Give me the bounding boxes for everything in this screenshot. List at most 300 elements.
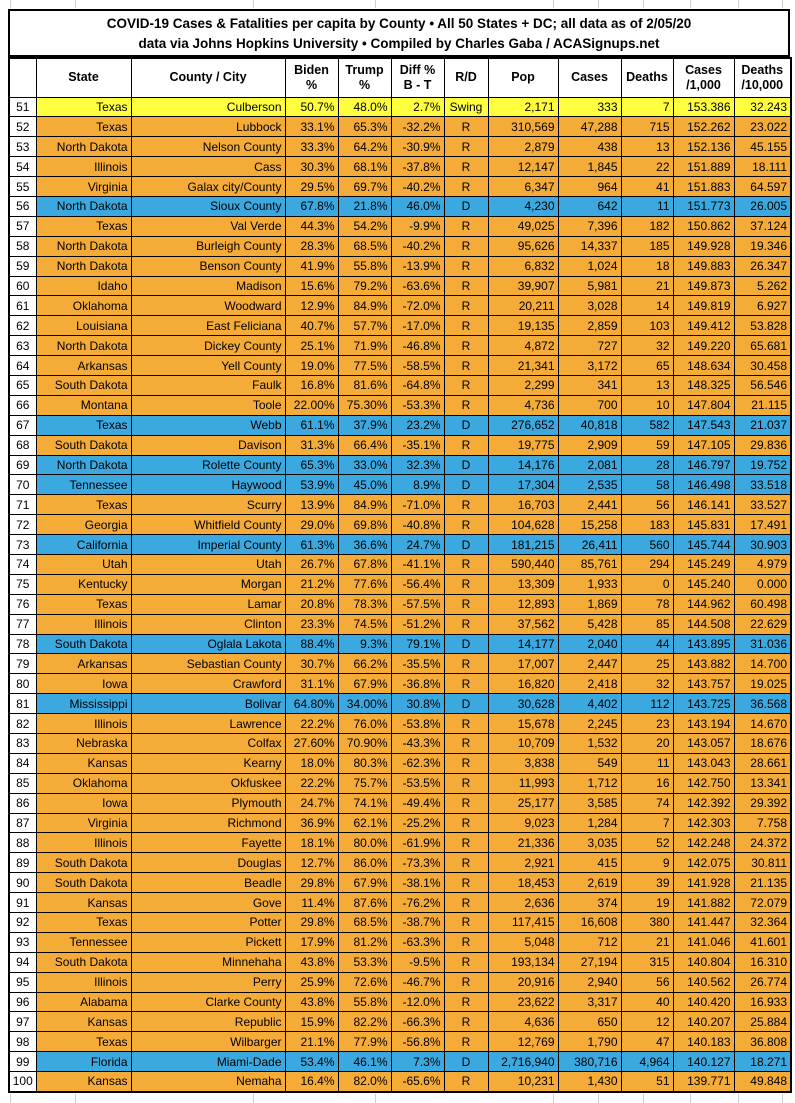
cell-pop[interactable]: 193,134 <box>488 952 558 972</box>
cell-deaths[interactable]: 11 <box>621 753 673 773</box>
cell-deaths_per_10000[interactable]: 18.271 <box>734 1052 791 1072</box>
cell-pop[interactable]: 2,299 <box>488 375 558 395</box>
cell-county[interactable]: Miami-Dade <box>131 1052 285 1072</box>
cell-diff[interactable]: -25.2% <box>391 813 444 833</box>
cell-deaths_per_10000[interactable]: 7.758 <box>734 813 791 833</box>
cell-num[interactable]: 53 <box>9 137 36 157</box>
cell-deaths[interactable]: 21 <box>621 932 673 952</box>
cell-num[interactable]: 64 <box>9 356 36 376</box>
cell-trump[interactable]: 77.6% <box>338 574 391 594</box>
cell-trump[interactable]: 48.0% <box>338 97 391 117</box>
cell-cases[interactable]: 2,040 <box>558 634 621 654</box>
cell-num[interactable]: 55 <box>9 177 36 197</box>
cell-rd[interactable]: R <box>444 137 488 157</box>
cell-diff[interactable]: -72.0% <box>391 296 444 316</box>
cell-pop[interactable]: 181,215 <box>488 535 558 555</box>
cell-cases[interactable]: 1,532 <box>558 734 621 754</box>
cell-deaths_per_10000[interactable]: 5.262 <box>734 276 791 296</box>
cell-county[interactable]: Toole <box>131 395 285 415</box>
cell-rd[interactable]: R <box>444 893 488 913</box>
cell-trump[interactable]: 72.6% <box>338 972 391 992</box>
cell-trump[interactable]: 37.9% <box>338 415 391 435</box>
cell-cases[interactable]: 2,081 <box>558 455 621 475</box>
cell-cases_per_1000[interactable]: 140.127 <box>673 1052 734 1072</box>
cell-trump[interactable]: 74.5% <box>338 614 391 634</box>
cell-deaths[interactable]: 11 <box>621 196 673 216</box>
cell-biden[interactable]: 43.8% <box>285 992 338 1012</box>
cell-diff[interactable]: -57.5% <box>391 594 444 614</box>
cell-trump[interactable]: 55.8% <box>338 256 391 276</box>
cell-state[interactable]: Alabama <box>36 992 131 1012</box>
cell-deaths[interactable]: 13 <box>621 137 673 157</box>
cell-diff[interactable]: -56.8% <box>391 1032 444 1052</box>
cell-cases_per_1000[interactable]: 141.928 <box>673 873 734 893</box>
cell-state[interactable]: Virginia <box>36 177 131 197</box>
cell-num[interactable]: 65 <box>9 375 36 395</box>
cell-state[interactable]: Iowa <box>36 793 131 813</box>
cell-deaths[interactable]: 715 <box>621 117 673 137</box>
cell-cases_per_1000[interactable]: 151.773 <box>673 196 734 216</box>
cell-pop[interactable]: 21,341 <box>488 356 558 376</box>
cell-pop[interactable]: 12,893 <box>488 594 558 614</box>
cell-cases[interactable]: 47,288 <box>558 117 621 137</box>
cell-deaths[interactable]: 25 <box>621 654 673 674</box>
cell-diff[interactable]: -62.3% <box>391 753 444 773</box>
cell-cases_per_1000[interactable]: 149.883 <box>673 256 734 276</box>
cell-cases[interactable]: 2,535 <box>558 475 621 495</box>
cell-rd[interactable]: R <box>444 1012 488 1032</box>
cell-rd[interactable]: D <box>444 196 488 216</box>
cell-county[interactable]: Gove <box>131 893 285 913</box>
cell-pop[interactable]: 49,025 <box>488 216 558 236</box>
cell-cases[interactable]: 712 <box>558 932 621 952</box>
cell-deaths_per_10000[interactable]: 6.927 <box>734 296 791 316</box>
cell-state[interactable]: Mississippi <box>36 694 131 714</box>
cell-state[interactable]: California <box>36 535 131 555</box>
cell-county[interactable]: Benson County <box>131 256 285 276</box>
cell-rd[interactable]: R <box>444 833 488 853</box>
cell-cases_per_1000[interactable]: 145.744 <box>673 535 734 555</box>
cell-deaths_per_10000[interactable]: 28.661 <box>734 753 791 773</box>
cell-cases[interactable]: 3,028 <box>558 296 621 316</box>
cell-diff[interactable]: -46.7% <box>391 972 444 992</box>
cell-pop[interactable]: 25,177 <box>488 793 558 813</box>
cell-county[interactable]: Davison <box>131 435 285 455</box>
cell-deaths[interactable]: 12 <box>621 1012 673 1032</box>
cell-rd[interactable]: R <box>444 554 488 574</box>
cell-cases_per_1000[interactable]: 143.882 <box>673 654 734 674</box>
cell-county[interactable]: Webb <box>131 415 285 435</box>
cell-cases[interactable]: 5,428 <box>558 614 621 634</box>
cell-num[interactable]: 73 <box>9 535 36 555</box>
cell-pop[interactable]: 276,652 <box>488 415 558 435</box>
cell-trump[interactable]: 64.2% <box>338 137 391 157</box>
cell-num[interactable]: 75 <box>9 574 36 594</box>
cell-num[interactable]: 79 <box>9 654 36 674</box>
cell-deaths_per_10000[interactable]: 13.341 <box>734 773 791 793</box>
cell-trump[interactable]: 21.8% <box>338 196 391 216</box>
cell-rd[interactable]: R <box>444 177 488 197</box>
cell-diff[interactable]: -40.8% <box>391 515 444 535</box>
cell-deaths[interactable]: 65 <box>621 356 673 376</box>
cell-biden[interactable]: 21.1% <box>285 1032 338 1052</box>
cell-num[interactable]: 93 <box>9 932 36 952</box>
cell-county[interactable]: Richmond <box>131 813 285 833</box>
cell-state[interactable]: North Dakota <box>36 137 131 157</box>
cell-deaths[interactable]: 112 <box>621 694 673 714</box>
cell-deaths_per_10000[interactable]: 56.546 <box>734 375 791 395</box>
cell-cases_per_1000[interactable]: 140.183 <box>673 1032 734 1052</box>
cell-rd[interactable]: R <box>444 654 488 674</box>
cell-trump[interactable]: 84.9% <box>338 495 391 515</box>
cell-cases_per_1000[interactable]: 147.804 <box>673 395 734 415</box>
cell-pop[interactable]: 5,048 <box>488 932 558 952</box>
cell-pop[interactable]: 39,907 <box>488 276 558 296</box>
cell-county[interactable]: Galax city/County <box>131 177 285 197</box>
cell-rd[interactable]: R <box>444 992 488 1012</box>
cell-county[interactable]: Kearny <box>131 753 285 773</box>
cell-cases[interactable]: 2,447 <box>558 654 621 674</box>
cell-diff[interactable]: -63.6% <box>391 276 444 296</box>
cell-num[interactable]: 68 <box>9 435 36 455</box>
cell-state[interactable]: Texas <box>36 913 131 933</box>
cell-cases[interactable]: 1,284 <box>558 813 621 833</box>
cell-cases_per_1000[interactable]: 140.207 <box>673 1012 734 1032</box>
cell-rd[interactable]: R <box>444 336 488 356</box>
cell-cases_per_1000[interactable]: 153.386 <box>673 97 734 117</box>
cell-trump[interactable]: 9.3% <box>338 634 391 654</box>
cell-state[interactable]: North Dakota <box>36 236 131 256</box>
cell-state[interactable]: South Dakota <box>36 375 131 395</box>
cell-state[interactable]: Montana <box>36 395 131 415</box>
cell-deaths_per_10000[interactable]: 60.498 <box>734 594 791 614</box>
cell-county[interactable]: Dickey County <box>131 336 285 356</box>
cell-rd[interactable]: R <box>444 734 488 754</box>
cell-rd[interactable]: R <box>444 952 488 972</box>
cell-trump[interactable]: 67.8% <box>338 554 391 574</box>
cell-trump[interactable]: 45.0% <box>338 475 391 495</box>
cell-biden[interactable]: 65.3% <box>285 455 338 475</box>
cell-deaths_per_10000[interactable]: 30.811 <box>734 853 791 873</box>
cell-trump[interactable]: 81.6% <box>338 375 391 395</box>
cell-trump[interactable]: 68.5% <box>338 913 391 933</box>
cell-cases[interactable]: 1,430 <box>558 1072 621 1092</box>
cell-diff[interactable]: -49.4% <box>391 793 444 813</box>
cell-deaths_per_10000[interactable]: 18.676 <box>734 734 791 754</box>
cell-trump[interactable]: 76.0% <box>338 714 391 734</box>
cell-diff[interactable]: 30.8% <box>391 694 444 714</box>
cell-pop[interactable]: 30,628 <box>488 694 558 714</box>
cell-rd[interactable]: R <box>444 594 488 614</box>
cell-trump[interactable]: 75.30% <box>338 395 391 415</box>
cell-num[interactable]: 88 <box>9 833 36 853</box>
cell-deaths_per_10000[interactable]: 37.124 <box>734 216 791 236</box>
cell-county[interactable]: Sioux County <box>131 196 285 216</box>
cell-pop[interactable]: 310,569 <box>488 117 558 137</box>
cell-deaths_per_10000[interactable]: 23.022 <box>734 117 791 137</box>
cell-county[interactable]: Beadle <box>131 873 285 893</box>
cell-cases_per_1000[interactable]: 142.303 <box>673 813 734 833</box>
cell-biden[interactable]: 41.9% <box>285 256 338 276</box>
cell-deaths_per_10000[interactable]: 21.037 <box>734 415 791 435</box>
cell-state[interactable]: Kansas <box>36 1012 131 1032</box>
cell-state[interactable]: South Dakota <box>36 853 131 873</box>
cell-deaths_per_10000[interactable]: 4.979 <box>734 554 791 574</box>
cell-biden[interactable]: 17.9% <box>285 932 338 952</box>
cell-state[interactable]: Texas <box>36 1032 131 1052</box>
cell-biden[interactable]: 22.2% <box>285 714 338 734</box>
cell-deaths_per_10000[interactable]: 0.000 <box>734 574 791 594</box>
cell-cases[interactable]: 341 <box>558 375 621 395</box>
cell-state[interactable]: Texas <box>36 594 131 614</box>
cell-biden[interactable]: 20.8% <box>285 594 338 614</box>
cell-county[interactable]: Douglas <box>131 853 285 873</box>
cell-trump[interactable]: 80.0% <box>338 833 391 853</box>
cell-cases_per_1000[interactable]: 143.757 <box>673 674 734 694</box>
cell-diff[interactable]: -9.5% <box>391 952 444 972</box>
cell-cases_per_1000[interactable]: 151.889 <box>673 157 734 177</box>
cell-rd[interactable]: R <box>444 276 488 296</box>
cell-state[interactable]: Kentucky <box>36 574 131 594</box>
cell-state[interactable]: North Dakota <box>36 256 131 276</box>
cell-biden[interactable]: 12.9% <box>285 296 338 316</box>
cell-cases_per_1000[interactable]: 143.895 <box>673 634 734 654</box>
cell-diff[interactable]: -63.3% <box>391 932 444 952</box>
cell-county[interactable]: Haywood <box>131 475 285 495</box>
cell-rd[interactable]: R <box>444 435 488 455</box>
cell-trump[interactable]: 66.4% <box>338 435 391 455</box>
cell-rd[interactable]: R <box>444 316 488 336</box>
cell-county[interactable]: Nemaha <box>131 1072 285 1092</box>
cell-deaths[interactable]: 21 <box>621 276 673 296</box>
cell-biden[interactable]: 33.3% <box>285 137 338 157</box>
cell-rd[interactable]: R <box>444 356 488 376</box>
cell-state[interactable]: Louisiana <box>36 316 131 336</box>
cell-pop[interactable]: 4,636 <box>488 1012 558 1032</box>
cell-diff[interactable]: -30.9% <box>391 137 444 157</box>
cell-cases_per_1000[interactable]: 149.220 <box>673 336 734 356</box>
cell-state[interactable]: Texas <box>36 97 131 117</box>
cell-trump[interactable]: 81.2% <box>338 932 391 952</box>
cell-cases_per_1000[interactable]: 142.750 <box>673 773 734 793</box>
cell-rd[interactable]: R <box>444 972 488 992</box>
cell-trump[interactable]: 33.0% <box>338 455 391 475</box>
cell-biden[interactable]: 16.4% <box>285 1072 338 1092</box>
cell-county[interactable]: Morgan <box>131 574 285 594</box>
cell-state[interactable]: Virginia <box>36 813 131 833</box>
cell-num[interactable]: 70 <box>9 475 36 495</box>
cell-county[interactable]: Utah <box>131 554 285 574</box>
cell-cases_per_1000[interactable]: 149.873 <box>673 276 734 296</box>
cell-deaths[interactable]: 9 <box>621 853 673 873</box>
cell-cases_per_1000[interactable]: 150.862 <box>673 216 734 236</box>
cell-cases[interactable]: 1,712 <box>558 773 621 793</box>
cell-pop[interactable]: 2,171 <box>488 97 558 117</box>
cell-biden[interactable]: 16.8% <box>285 375 338 395</box>
cell-deaths[interactable]: 7 <box>621 813 673 833</box>
cell-deaths[interactable]: 10 <box>621 395 673 415</box>
cell-cases_per_1000[interactable]: 146.797 <box>673 455 734 475</box>
cell-trump[interactable]: 78.3% <box>338 594 391 614</box>
cell-county[interactable]: Crawford <box>131 674 285 694</box>
cell-deaths_per_10000[interactable]: 32.243 <box>734 97 791 117</box>
cell-pop[interactable]: 13,309 <box>488 574 558 594</box>
cell-pop[interactable]: 12,147 <box>488 157 558 177</box>
cell-num[interactable]: 95 <box>9 972 36 992</box>
cell-cases_per_1000[interactable]: 143.057 <box>673 734 734 754</box>
cell-cases[interactable]: 2,441 <box>558 495 621 515</box>
cell-num[interactable]: 87 <box>9 813 36 833</box>
cell-biden[interactable]: 25.1% <box>285 336 338 356</box>
cell-cases[interactable]: 2,909 <box>558 435 621 455</box>
cell-diff[interactable]: -51.2% <box>391 614 444 634</box>
cell-deaths[interactable]: 23 <box>621 714 673 734</box>
cell-trump[interactable]: 80.3% <box>338 753 391 773</box>
cell-cases[interactable]: 27,194 <box>558 952 621 972</box>
cell-rd[interactable]: R <box>444 495 488 515</box>
cell-biden[interactable]: 23.3% <box>285 614 338 634</box>
cell-biden[interactable]: 64.80% <box>285 694 338 714</box>
cell-deaths[interactable]: 74 <box>621 793 673 813</box>
cell-deaths[interactable]: 0 <box>621 574 673 594</box>
cell-trump[interactable]: 65.3% <box>338 117 391 137</box>
cell-state[interactable]: North Dakota <box>36 455 131 475</box>
cell-state[interactable]: South Dakota <box>36 634 131 654</box>
cell-num[interactable]: 66 <box>9 395 36 415</box>
cell-biden[interactable]: 30.7% <box>285 654 338 674</box>
cell-diff[interactable]: -53.3% <box>391 395 444 415</box>
cell-num[interactable]: 99 <box>9 1052 36 1072</box>
cell-num[interactable]: 86 <box>9 793 36 813</box>
cell-deaths[interactable]: 380 <box>621 913 673 933</box>
cell-num[interactable]: 59 <box>9 256 36 276</box>
cell-biden[interactable]: 61.3% <box>285 535 338 555</box>
cell-num[interactable]: 63 <box>9 336 36 356</box>
cell-deaths_per_10000[interactable]: 26.005 <box>734 196 791 216</box>
cell-county[interactable]: Val Verde <box>131 216 285 236</box>
cell-rd[interactable]: R <box>444 256 488 276</box>
cell-pop[interactable]: 12,769 <box>488 1032 558 1052</box>
cell-rd[interactable]: R <box>444 614 488 634</box>
cell-rd[interactable]: R <box>444 773 488 793</box>
cell-cases_per_1000[interactable]: 144.962 <box>673 594 734 614</box>
cell-pop[interactable]: 15,678 <box>488 714 558 734</box>
cell-state[interactable]: Texas <box>36 415 131 435</box>
cell-rd[interactable]: R <box>444 813 488 833</box>
cell-rd[interactable]: Swing <box>444 97 488 117</box>
cell-deaths[interactable]: 185 <box>621 236 673 256</box>
cell-biden[interactable]: 44.3% <box>285 216 338 236</box>
cell-num[interactable]: 90 <box>9 873 36 893</box>
cell-cases_per_1000[interactable]: 145.240 <box>673 574 734 594</box>
cell-diff[interactable]: -38.7% <box>391 913 444 933</box>
cell-cases_per_1000[interactable]: 149.819 <box>673 296 734 316</box>
cell-num[interactable]: 51 <box>9 97 36 117</box>
cell-cases[interactable]: 700 <box>558 395 621 415</box>
cell-state[interactable]: Texas <box>36 216 131 236</box>
cell-diff[interactable]: -66.3% <box>391 1012 444 1032</box>
cell-trump[interactable]: 70.90% <box>338 734 391 754</box>
cell-state[interactable]: Nebraska <box>36 734 131 754</box>
cell-deaths_per_10000[interactable]: 30.458 <box>734 356 791 376</box>
cell-diff[interactable]: -40.2% <box>391 236 444 256</box>
cell-pop[interactable]: 104,628 <box>488 515 558 535</box>
cell-cases_per_1000[interactable]: 142.075 <box>673 853 734 873</box>
cell-rd[interactable]: D <box>444 694 488 714</box>
cell-num[interactable]: 76 <box>9 594 36 614</box>
cell-county[interactable]: Madison <box>131 276 285 296</box>
cell-num[interactable]: 82 <box>9 714 36 734</box>
cell-county[interactable]: Wilbarger <box>131 1032 285 1052</box>
cell-cases[interactable]: 964 <box>558 177 621 197</box>
cell-deaths[interactable]: 28 <box>621 455 673 475</box>
cell-pop[interactable]: 2,921 <box>488 853 558 873</box>
cell-rd[interactable]: D <box>444 455 488 475</box>
cell-deaths_per_10000[interactable]: 21.135 <box>734 873 791 893</box>
cell-cases_per_1000[interactable]: 149.928 <box>673 236 734 256</box>
cell-cases_per_1000[interactable]: 151.883 <box>673 177 734 197</box>
cell-num[interactable]: 71 <box>9 495 36 515</box>
cell-cases_per_1000[interactable]: 142.392 <box>673 793 734 813</box>
cell-cases[interactable]: 7,396 <box>558 216 621 236</box>
cell-cases_per_1000[interactable]: 147.543 <box>673 415 734 435</box>
cell-pop[interactable]: 37,562 <box>488 614 558 634</box>
cell-rd[interactable]: R <box>444 674 488 694</box>
cell-trump[interactable]: 75.7% <box>338 773 391 793</box>
cell-cases[interactable]: 3,317 <box>558 992 621 1012</box>
cell-diff[interactable]: -71.0% <box>391 495 444 515</box>
cell-rd[interactable]: R <box>444 375 488 395</box>
cell-num[interactable]: 54 <box>9 157 36 177</box>
cell-pop[interactable]: 4,230 <box>488 196 558 216</box>
cell-pop[interactable]: 18,453 <box>488 873 558 893</box>
cell-state[interactable]: South Dakota <box>36 952 131 972</box>
cell-num[interactable]: 78 <box>9 634 36 654</box>
cell-trump[interactable]: 67.9% <box>338 674 391 694</box>
cell-pop[interactable]: 20,211 <box>488 296 558 316</box>
cell-biden[interactable]: 30.3% <box>285 157 338 177</box>
cell-state[interactable]: Illinois <box>36 714 131 734</box>
cell-diff[interactable]: 8.9% <box>391 475 444 495</box>
cell-diff[interactable]: 2.7% <box>391 97 444 117</box>
cell-num[interactable]: 61 <box>9 296 36 316</box>
cell-biden[interactable]: 43.8% <box>285 952 338 972</box>
cell-rd[interactable]: R <box>444 117 488 137</box>
cell-diff[interactable]: -40.2% <box>391 177 444 197</box>
cell-cases[interactable]: 3,172 <box>558 356 621 376</box>
cell-pop[interactable]: 6,347 <box>488 177 558 197</box>
cell-deaths_per_10000[interactable]: 36.568 <box>734 694 791 714</box>
cell-biden[interactable]: 50.7% <box>285 97 338 117</box>
cell-diff[interactable]: 32.3% <box>391 455 444 475</box>
cell-cases_per_1000[interactable]: 143.725 <box>673 694 734 714</box>
cell-rd[interactable]: R <box>444 574 488 594</box>
cell-trump[interactable]: 86.0% <box>338 853 391 873</box>
cell-num[interactable]: 60 <box>9 276 36 296</box>
cell-diff[interactable]: -12.0% <box>391 992 444 1012</box>
cell-trump[interactable]: 68.5% <box>338 236 391 256</box>
cell-biden[interactable]: 31.1% <box>285 674 338 694</box>
cell-state[interactable]: South Dakota <box>36 873 131 893</box>
cell-cases_per_1000[interactable]: 143.194 <box>673 714 734 734</box>
cell-deaths[interactable]: 7 <box>621 97 673 117</box>
cell-cases[interactable]: 2,619 <box>558 873 621 893</box>
cell-deaths[interactable]: 582 <box>621 415 673 435</box>
cell-cases[interactable]: 14,337 <box>558 236 621 256</box>
cell-deaths[interactable]: 51 <box>621 1072 673 1092</box>
cell-deaths[interactable]: 56 <box>621 495 673 515</box>
cell-state[interactable]: Arkansas <box>36 356 131 376</box>
